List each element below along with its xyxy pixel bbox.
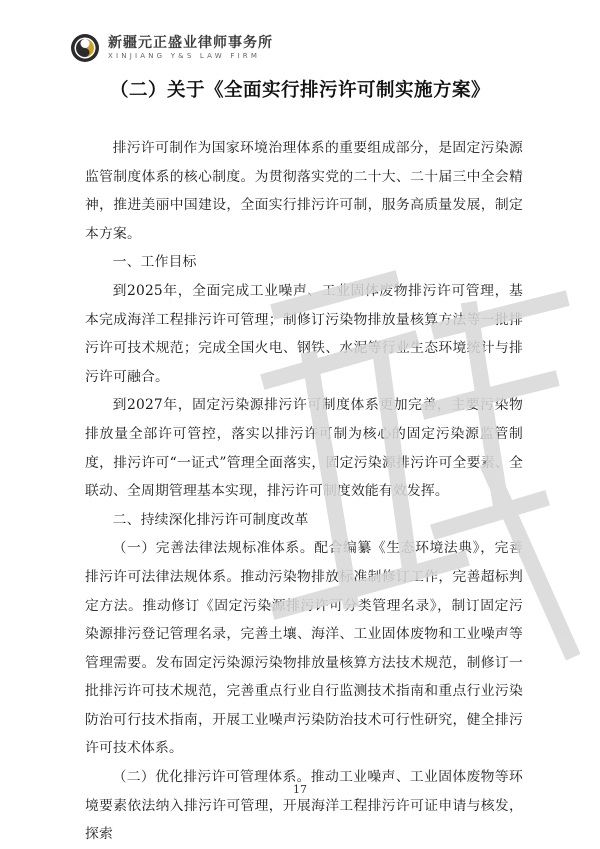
document-title: （二）关于《全面实行排污许可制实施方案》 [109,80,490,101]
paragraph-goal-2025: 到2025年，全面完成工业噪声、工业固体废物排污许可管理，基本完成海洋工程排污许可管理；制修订污染物排放量核算方法等一批排污许可技术规范；完成全国火电、钢铁、水泥等行业生态环境统计与排污许可融合。 [85,282,523,385]
paragraph-intro: 排污许可制作为国家环境治理体系的重要组成部分，是固定污染源监管制度体系的核心制度。为贯彻落实党的二十大、二十届三中全会精神，推进美丽中国建设，全面实行排污许可制，服务高质量发展，制定本方案。 [85,140,523,242]
section-heading-1: 一、工作目标 [112,254,197,271]
document-body [85,134,523,849]
section-heading-2: 二、持续深化排污许可制度改革 [112,511,309,528]
firm-name-en: XINJIANG Y&S LAW FIRM [108,52,261,60]
firm-logo-icon [70,33,100,63]
paragraph-item-1: （一）完善法律法规标准体系。配合编纂《生态环境法典》，完善排污许可法律法规体系。推动污染物排放标准制修订工作，完善超标判定方法。推动修订《固定污染源排污许可分类管理名录》，制订固定污染源排污登记管理名录，完善土壤、海洋、工业固体废物和工业噪声等管理需要。发布固定污染源污染物排放量核算方法技术规范，制修订一批排污许可技术规范，完善重点行业自行监测技术指南和重点行业污染防治可行技术指南，开展工业噪声污染防治技术可行性研究，健全排污许可技术体系。 [85,540,523,757]
paragraph-goal-2027: 到2027年，固定污染源排污许可制度体系更加完善，主要污染物排放量全部许可管控，落实以排污许可制为核心的固定污染源监管制度，排污许可“一证式”管理全面落实，固定污染源排污许可全要素、全联动、全周期管理基本实现，排污许可制度效能有效发挥。 [85,397,523,500]
firm-name-block [108,35,273,61]
firm-name-cn: 新疆元正盛业律师事务所 [108,35,273,51]
page-number: 17 [293,783,307,796]
paragraph-item-2: （二）优化排污许可管理体系。推动工业噪声、工业固体废物等环境要素依法纳入排污许可管理，开展海洋工程排污许可证申请与核发，探索 [85,769,523,843]
letterhead [70,30,273,66]
